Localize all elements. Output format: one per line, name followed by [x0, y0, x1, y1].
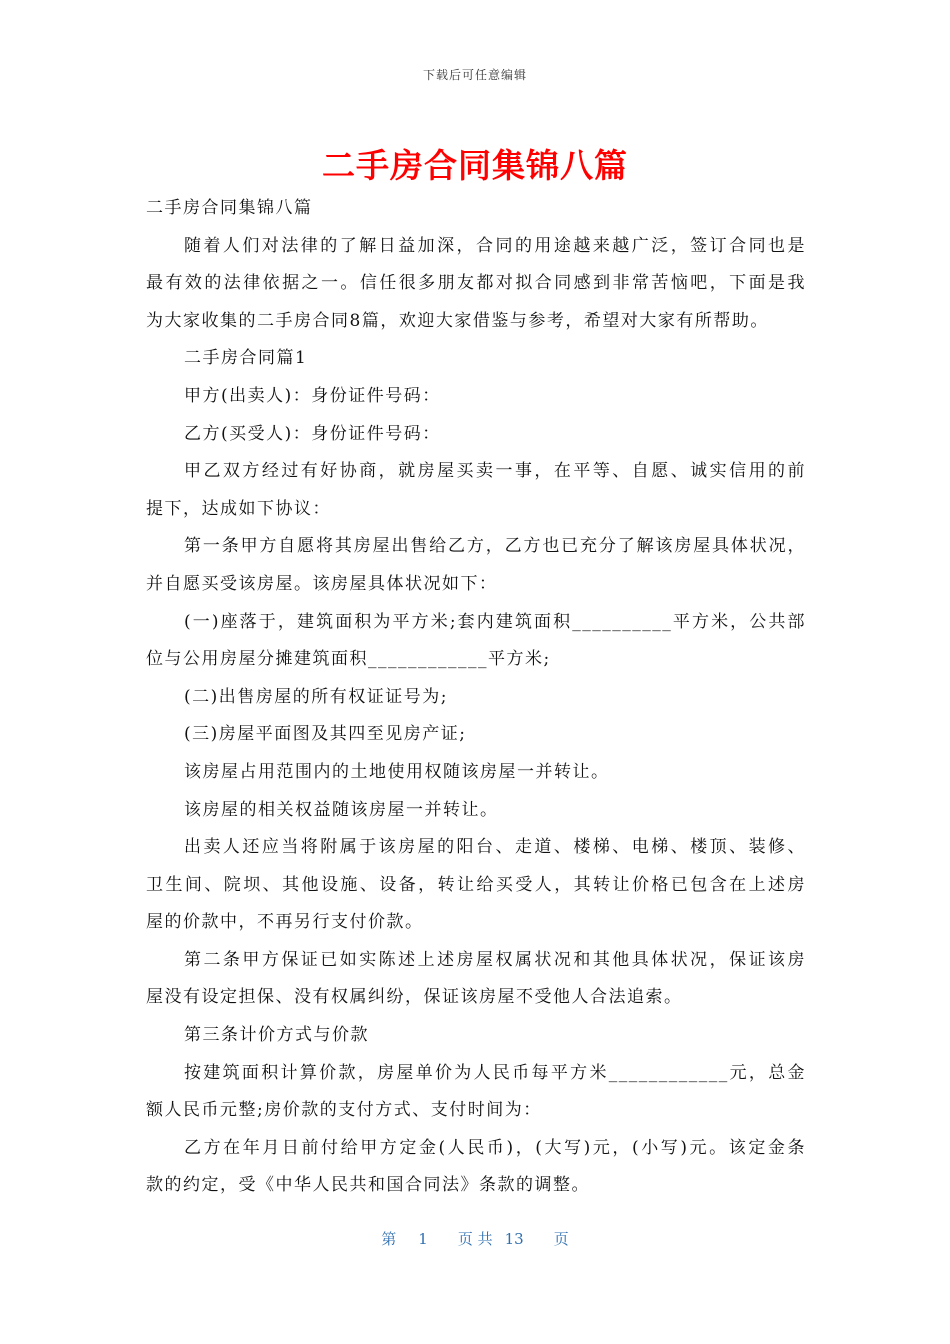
paragraph-line: 该房屋的相关权益随该房屋一并转让。	[184, 799, 499, 820]
paragraph-line: 最有效的法律依据之一。信任很多朋友都对拟合同感到非常苦恼吧，下面是我	[146, 273, 806, 294]
paragraph-line: 款的约定，受《中华人民共和国合同法》条款的调整。	[146, 1175, 590, 1196]
paragraph-line: 甲乙双方经过有好协商，就房屋买卖一事，在平等、自愿、诚实信用的前	[184, 461, 806, 482]
document-title: 二手房合同集锦八篇	[322, 146, 628, 185]
paragraph-line: 乙方(买受人)：身份证件号码：	[184, 423, 441, 444]
paragraph-line: (二)出售房屋的所有权证证号为;	[184, 686, 448, 707]
paragraph-line: 乙方在年月日前付给甲方定金(人民币)，(大写)元，(小写)元。该定金条	[184, 1137, 806, 1158]
page-footer	[0, 1228, 950, 1249]
paragraph-line: 随着人们对法律的了解日益加深，合同的用途越来越广泛，签订合同也是	[184, 235, 806, 256]
paragraph-line: 甲方(出卖人)：身份证件号码：	[184, 385, 441, 406]
document-body	[146, 190, 806, 1205]
paragraph-line: 位与公用房屋分摊建筑面积____________平方米;	[146, 649, 551, 670]
footer-label-di: 第	[381, 1230, 397, 1248]
paragraph-line: 为大家收集的二手房合同8篇，欢迎大家借鉴与参考，希望对大家有所帮助。	[146, 310, 769, 331]
paragraph-line: 出卖人还应当将附属于该房屋的阳台、走道、楼梯、电梯、楼顶、装修、	[184, 837, 806, 858]
subtitle-line: 二手房合同集锦八篇	[146, 198, 313, 218]
section-heading: 第三条计价方式与价款	[184, 1025, 369, 1046]
footer-total-pages: 13	[504, 1230, 524, 1248]
footer-label-ye-gong: 页 共	[457, 1230, 493, 1248]
paragraph-line: 屋的价款中，不再另行支付价款。	[146, 912, 424, 933]
footer-page-number: 1	[418, 1230, 428, 1248]
paragraph-line: 额人民币元整;房价款的支付方式、支付时间为：	[146, 1100, 542, 1121]
footer-label-ye: 页	[553, 1230, 569, 1248]
paragraph-line: 第一条甲方自愿将其房屋出售给乙方，乙方也已充分了解该房屋具体状况，	[184, 536, 806, 557]
section-heading: 二手房合同篇1	[184, 348, 308, 369]
paragraph-line: 并自愿买受该房屋。该房屋具体状况如下：	[146, 573, 498, 594]
paragraph-line: 提下，达成如下协议：	[146, 498, 331, 519]
paragraph-line: (三)房屋平面图及其四至见房产证;	[184, 724, 467, 745]
paragraph-line: 第二条甲方保证已如实陈述上述房屋权属状况和其他具体状况，保证该房	[184, 949, 806, 970]
paragraph-line: (一)座落于，建筑面积为平方米;套内建筑面积__________平方米，公共部	[184, 611, 806, 632]
paragraph-line: 按建筑面积计算价款，房屋单价为人民币每平方米____________元，总金	[184, 1062, 806, 1083]
paragraph-line: 卫生间、院坝、其他设施、设备，转让给买受人，其转让价格已包含在上述房	[146, 874, 806, 895]
paragraph-line: 该房屋占用范围内的土地使用权随该房屋一并转让。	[184, 761, 610, 782]
header-note: 下载后可任意编辑	[422, 68, 527, 82]
paragraph-line: 屋没有设定担保、没有权属纠纷，保证该房屋不受他人合法追索。	[146, 987, 683, 1008]
